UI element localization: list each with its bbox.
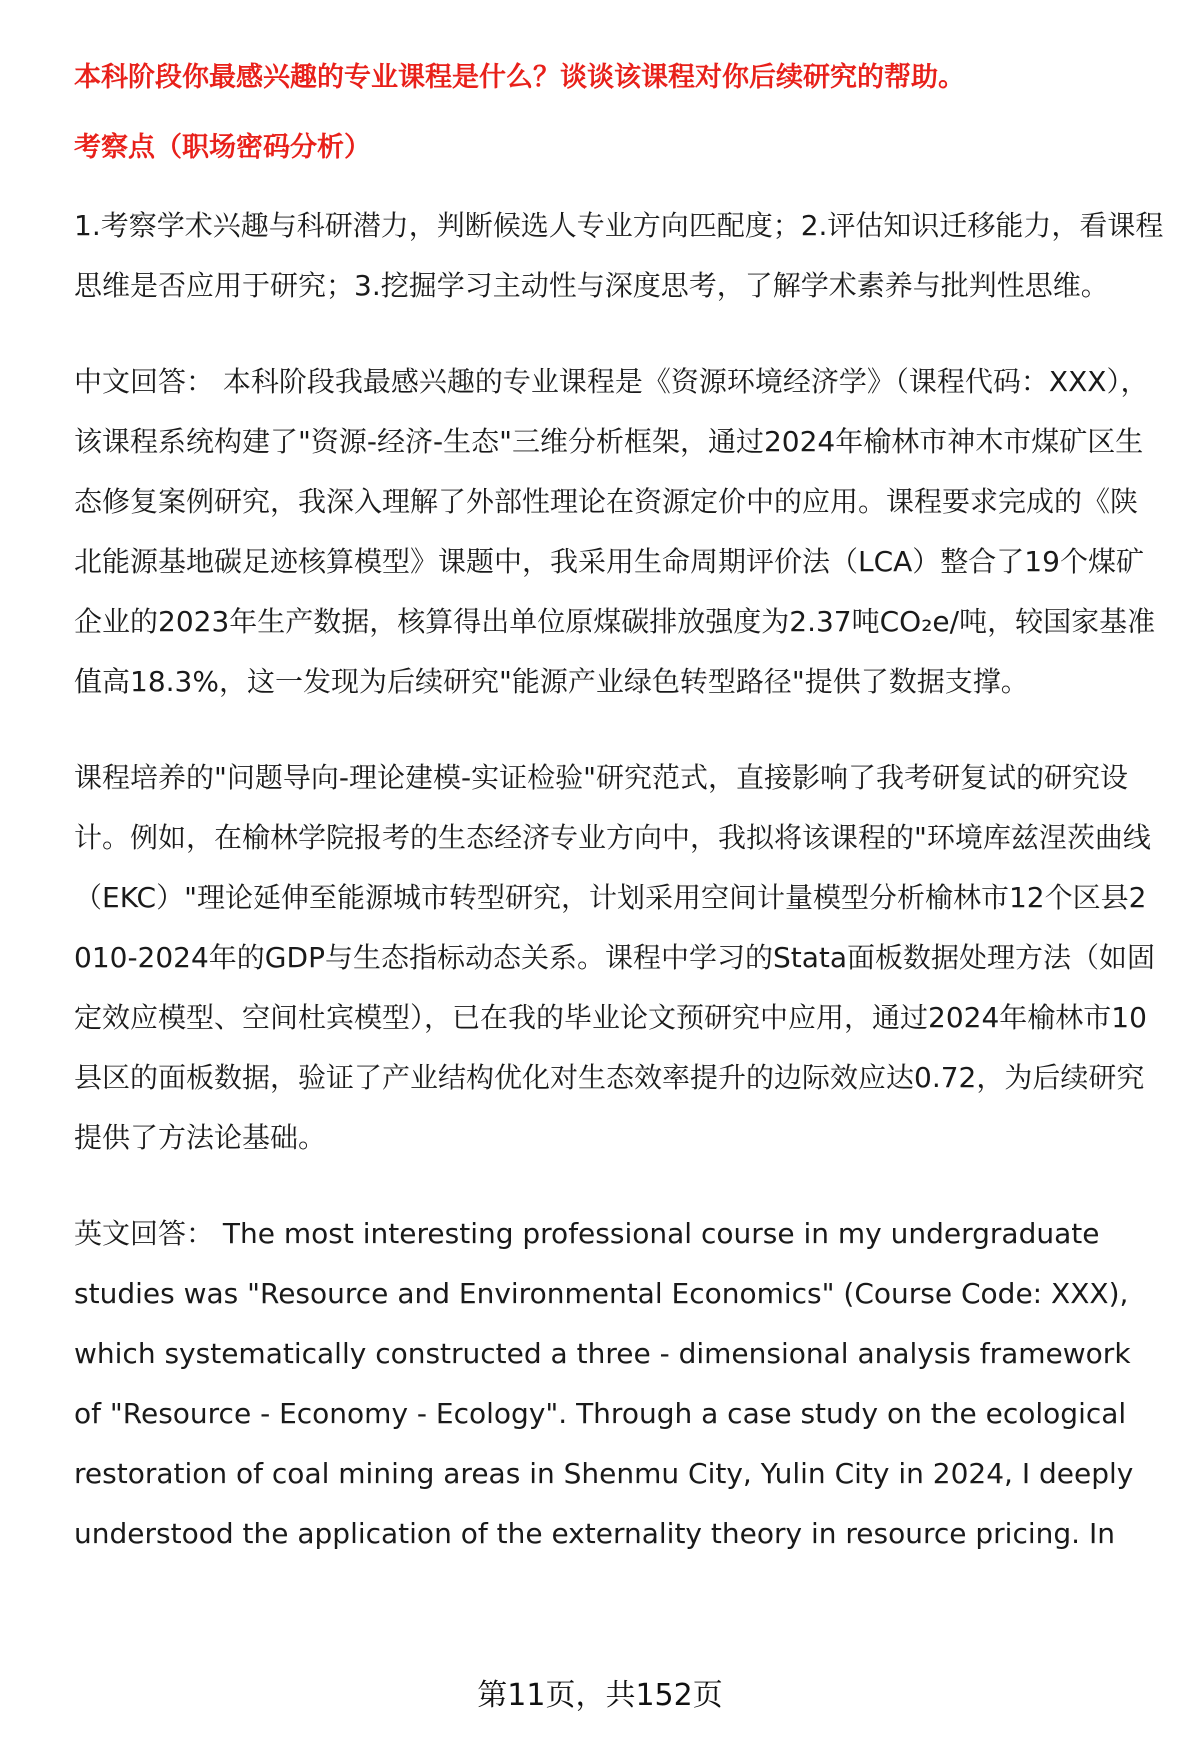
chinese-answer-text-1: 本科阶段我最感兴趣的专业课程是《资源环境经济学》（课程代码：XXX），该课程系统构建了"资源-经济-生态"三维分析框架，通过2024年榆林市神木市煤矿区生态修复案例研究，我深入理解了外部性理论在资源定价中的应用。课程要求完成的《陕北能源基地碳足迹核算模型》课题中，我采用生命周期评价法（LCA）整合了19个煤矿企业的2023年生产数据，核算得出单位原煤碳排放强度为2.37吨CO₂e/吨，较国家基准值高18.3%，这一发现为后续研究"能源产业绿色转型路径"提供了数据支撑。 <box>74 365 1156 698</box>
chinese-answer-paragraph-1 <box>74 352 1164 712</box>
assessment-title: 考察点（职场密码分析） <box>74 132 371 163</box>
assessment-body: 1.考察学术兴趣与科研潜力，判断候选人专业方向匹配度；2.评估知识迁移能力，看课程思维是否应用于研究；3.挖掘学习主动性与深度思考，了解学术素养与批判性思维。 <box>74 209 1164 302</box>
page-content <box>74 58 1164 1600</box>
page-number-footer: 第11页，共152页 <box>477 1678 723 1713</box>
interview-question: 本科阶段你最感兴趣的专业课程是什么？谈谈该课程对你后续研究的帮助。 <box>74 62 965 93</box>
english-answer-label: 英文回答： <box>74 1217 215 1250</box>
chinese-answer-label: 中文回答： <box>74 365 215 398</box>
english-answer-text: The most interesting professional course in my undergraduate studies was "Resource and Environmental Economics" (Course Code: XXX), which systematically constructed a three - dimensional analysis framework of "Resource - Economy - Ecology". Through a case study on the ecological restoration of coal mining areas in Shenmu City, Yulin City in 2024, I deeply understood the application of the externality theory in resource pricing. In <box>74 1217 1134 1550</box>
english-answer-paragraph <box>74 1204 1164 1564</box>
chinese-answer-paragraph-2: 课程培养的"问题导向-理论建模-实证检验"研究范式，直接影响了我考研复试的研究设计。例如，在榆林学院报考的生态经济专业方向中，我拟将该课程的"环境库兹涅茨曲线（EKC）"理论延伸至能源城市转型研究，计划采用空间计量模型分析榆林市12个区县2010-2024年的GDP与生态指标动态关系。课程中学习的Stata面板数据处理方法（如固定效应模型、空间杜宾模型），已在我的毕业论文预研究中应用，通过2024年榆林市10县区的面板数据，验证了产业结构优化对生态效率提升的边际效应达0.72，为后续研究提供了方法论基础。 <box>74 761 1155 1154</box>
